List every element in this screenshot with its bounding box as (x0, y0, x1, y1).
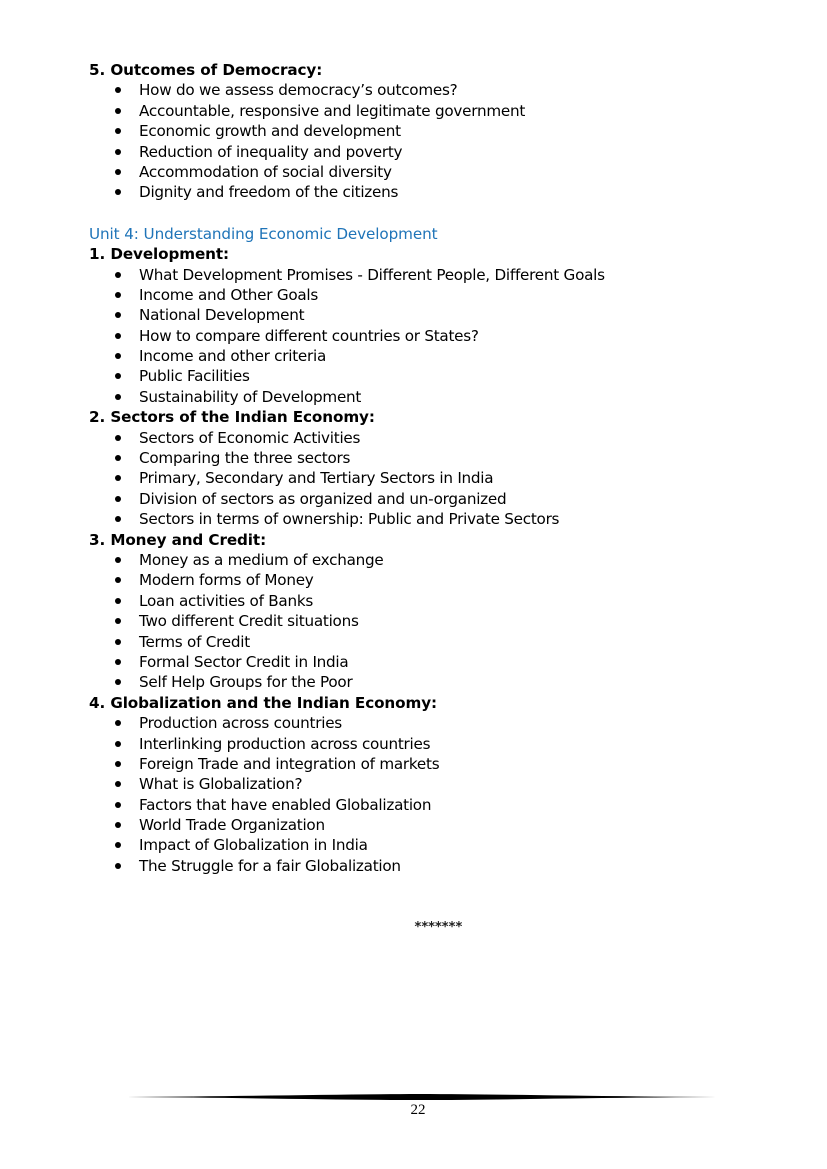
unit-title: Unit 4: Understanding Economic Development (89, 224, 438, 243)
list-item: Reduction of inequality and poverty (89, 142, 809, 162)
bullet-icon (115, 781, 121, 787)
list-item: Comparing the three sectors (89, 448, 809, 468)
bullet-icon (115, 435, 121, 441)
list-item: Sectors of Economic Activities (89, 428, 809, 448)
list-item: Income and other criteria (89, 346, 809, 366)
list-item: How to compare different countries or States? (89, 326, 809, 346)
list-item: Income and Other Goals (89, 285, 809, 305)
bullet-icon (115, 720, 121, 726)
list-item: Accountable, responsive and legitimate government (89, 101, 809, 121)
list-item: What is Globalization? (89, 774, 809, 794)
topic-list (89, 428, 809, 530)
section-separator: ******* (414, 920, 462, 935)
list-item: National Development (89, 305, 809, 325)
bullet-icon (115, 108, 121, 114)
list-item: Modern forms of Money (89, 570, 809, 590)
bullet-icon (115, 272, 121, 278)
bullet-icon (115, 169, 121, 175)
bullet-icon (115, 87, 121, 93)
bullet-icon (115, 639, 121, 645)
topic-list (89, 713, 809, 876)
list-item: Division of sectors as organized and un-organized (89, 489, 809, 509)
list-item: The Struggle for a fair Globalization (89, 856, 809, 876)
list-item: How do we assess democracy’s outcomes? (89, 80, 809, 100)
bullet-icon (115, 353, 121, 359)
bullet-icon (115, 373, 121, 379)
section-heading: 1. Development: (89, 245, 230, 264)
section-heading: 2. Sectors of the Indian Economy: (89, 408, 375, 427)
section-money-and-credit (89, 530, 809, 693)
bullet-icon (115, 741, 121, 747)
list-item: Two different Credit situations (89, 611, 809, 631)
list-item: Money as a medium of exchange (89, 550, 809, 570)
list-item: World Trade Organization (89, 815, 809, 835)
list-item: Production across countries (89, 713, 809, 733)
list-item: Self Help Groups for the Poor (89, 672, 809, 692)
section-globalization (89, 693, 809, 877)
list-item: Sectors in terms of ownership: Public and Private Sectors (89, 509, 809, 529)
page-number: 22 (410, 1102, 426, 1118)
footer-rule (119, 1093, 717, 1101)
bullet-icon (115, 292, 121, 298)
bullet-icon (115, 679, 121, 685)
bullet-icon (115, 516, 121, 522)
bullet-icon (115, 475, 121, 481)
list-item: Economic growth and development (89, 121, 809, 141)
list-item: Primary, Secondary and Tertiary Sectors in India (89, 468, 809, 488)
bullet-icon (115, 312, 121, 318)
bullet-icon (115, 149, 121, 155)
bullet-icon (115, 842, 121, 848)
topic-list (89, 80, 809, 202)
list-item: Foreign Trade and integration of markets (89, 754, 809, 774)
bullet-icon (115, 128, 121, 134)
bullet-icon (115, 618, 121, 624)
list-item: Formal Sector Credit in India (89, 652, 809, 672)
bullet-icon (115, 659, 121, 665)
section-heading: 5. Outcomes of Democracy: (89, 61, 323, 79)
section-sectors-of-indian-economy (89, 407, 809, 529)
list-item: What Development Promises - Different People, Different Goals (89, 265, 809, 285)
section-heading: 3. Money and Credit: (89, 530, 267, 549)
bullet-icon (115, 863, 121, 869)
syllabus-content (89, 60, 809, 876)
list-item: Interlinking production across countries (89, 734, 809, 754)
bullet-icon (115, 333, 121, 339)
bullet-icon (115, 598, 121, 604)
list-item: Sustainability of Development (89, 387, 809, 407)
list-item: Dignity and freedom of the citizens (89, 182, 809, 202)
bullet-icon (115, 394, 121, 400)
section-development (89, 244, 809, 407)
topic-list (89, 550, 809, 693)
bullet-icon (115, 189, 121, 195)
section-outcomes-of-democracy (89, 60, 809, 203)
list-item: Public Facilities (89, 366, 809, 386)
bullet-icon (115, 761, 121, 767)
bullet-icon (115, 455, 121, 461)
section-heading: 4. Globalization and the Indian Economy: (89, 693, 437, 712)
list-item: Factors that have enabled Globalization (89, 795, 809, 815)
bullet-icon (115, 557, 121, 563)
list-item: Accommodation of social diversity (89, 162, 809, 182)
topic-list (89, 265, 809, 408)
bullet-icon (115, 496, 121, 502)
bullet-icon (115, 802, 121, 808)
list-item: Loan activities of Banks (89, 591, 809, 611)
list-item: Terms of Credit (89, 632, 809, 652)
bullet-icon (115, 822, 121, 828)
bullet-icon (115, 577, 121, 583)
list-item: Impact of Globalization in India (89, 835, 809, 855)
